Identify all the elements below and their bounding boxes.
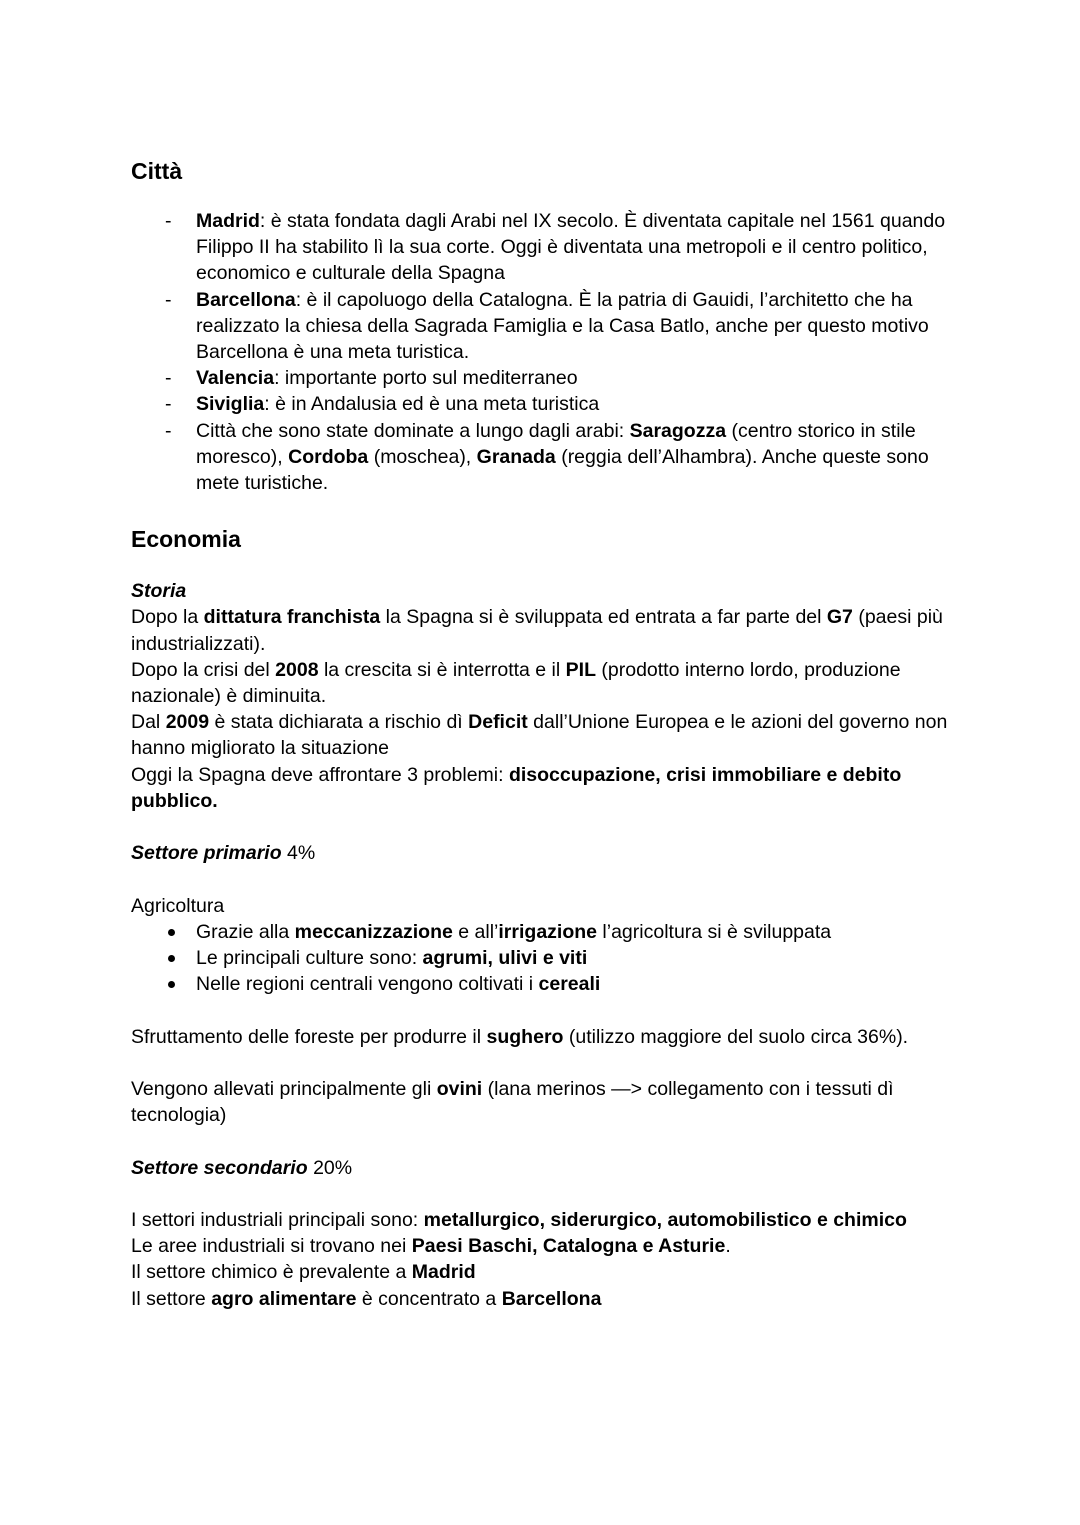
paragraph: Dopo la crisi del 2008 la crescita si è interrotta e il PIL (prodotto interno lordo, produzione nazionale) è diminuita. xyxy=(131,658,901,708)
bullet-marker xyxy=(168,929,175,936)
bold-text: sughero xyxy=(486,1025,564,1048)
bold-text: Valencia xyxy=(196,367,275,390)
bold-text: dittatura franchista xyxy=(203,606,381,629)
paragraph: Dal 2009 è stata dichiarata a rischio dì Deficit dall’Unione Europea e le azioni del governo non hanno migliorato la situazione xyxy=(131,711,948,760)
paragraph: Le aree industriali si trovano nei Paesi Baschi, Catalogna e Asturie. xyxy=(131,1235,731,1258)
paragraph: I settori industriali principali sono: metallurgico, siderurgico, automobilistico e chimico xyxy=(131,1209,907,1232)
paragraph-allevamento: Vengono allevati principalmente gli ovini (lana merinos —> collegamento con i tessuti dì tecnologia) xyxy=(131,1078,894,1127)
agricoltura-list xyxy=(131,919,951,998)
bold-text: Paesi Baschi, Catalogna e Asturie xyxy=(411,1235,726,1258)
bold-text: 2008 xyxy=(275,658,319,681)
list-item: Le principali culture sono: agrumi, ulivi e viti xyxy=(131,945,951,971)
bold-text: meccanizzazione xyxy=(294,920,453,943)
list-item: Nelle regioni centrali vengono coltivati i cereali xyxy=(131,971,951,997)
list-item: - Siviglia: è in Andalusia ed è una meta turistica xyxy=(131,391,951,417)
city-list xyxy=(131,208,951,496)
bold-text: disoccupazione, crisi immobiliare e debito pubblico. xyxy=(131,763,902,812)
paragraph: Il settore chimico è prevalente a Madrid xyxy=(131,1261,476,1284)
list-item: Grazie alla meccanizzazione e all’irrigazione l’agricoltura si è sviluppata xyxy=(131,919,951,945)
section-heading-economia: Economia xyxy=(131,526,241,553)
subheading-storia: Storia xyxy=(131,580,187,603)
paragraph-foreste: Sfruttamento delle foreste per produrre il sughero (utilizzo maggiore del suolo circa 36%). xyxy=(131,1025,909,1048)
document-page xyxy=(131,156,951,1312)
bullet-marker xyxy=(168,981,175,988)
subheading-settore-secondario xyxy=(131,1155,951,1181)
dash-marker: - xyxy=(165,419,172,442)
bold-text: cereali xyxy=(538,973,601,996)
list-item: - Barcellona: è il capoluogo della Catalogna. È la patria di Gauidi, l’architetto che ha realizzato la chiesa della Sagrada Famiglia e la Casa Batlo, anche per questo motivo Barcellona è una meta turistica. xyxy=(165,288,929,364)
bold-text: Barcellona xyxy=(196,288,296,311)
bold-text: PIL xyxy=(565,658,596,681)
dash-marker: - xyxy=(165,393,172,416)
bold-text: G7 xyxy=(826,606,853,629)
subheading-settore-primario xyxy=(131,840,951,866)
dash-marker: - xyxy=(165,288,172,311)
agricoltura-label: Agricoltura xyxy=(131,894,225,917)
bullet-marker xyxy=(168,955,175,962)
bold-text: metallurgico, siderurgico, automobilistico e chimico xyxy=(423,1209,907,1232)
list-item: - Madrid: è stata fondata dagli Arabi nel IX secolo. È diventata capitale nel 1561 quando Filippo II ha stabilito lì la sua corte. Oggi è diventata una metropoli e il centro politico, economico e culturale della Spagna xyxy=(165,210,946,285)
paragraph: Dopo la dittatura franchista la Spagna si è sviluppata ed entrata a far parte del G7 (paesi più industrializzati). xyxy=(131,606,943,655)
section-heading-citta: Città xyxy=(131,158,183,184)
list-item: - Città che sono state dominate a lungo dagli arabi: Saragozza (centro storico in stile moresco), Cordoba (moschea), Granada (reggia dell’Alhambra). Anche queste sono mete turistiche. xyxy=(165,419,929,495)
bold-text: irrigazione xyxy=(498,920,597,943)
paragraph: Oggi la Spagna deve affrontare 3 problemi: disoccupazione, crisi immobiliare e debito pubblico. xyxy=(131,763,902,812)
bold-text: Madrid xyxy=(411,1261,476,1284)
paragraph: Il settore agro alimentare è concentrato a Barcellona xyxy=(131,1287,602,1310)
settore-secondario-title: Settore secondario xyxy=(131,1156,308,1179)
bold-text: Saragozza xyxy=(629,419,727,442)
settore-secondario-value: 20% xyxy=(313,1156,353,1179)
settore-primario-title: Settore primario xyxy=(131,842,282,865)
bold-text: ovini xyxy=(436,1078,483,1101)
bold-text: Siviglia xyxy=(196,393,265,416)
list-item: - Valencia: importante porto sul mediterraneo xyxy=(131,365,951,391)
bold-text: Madrid xyxy=(196,210,260,232)
bold-text: 2009 xyxy=(165,711,210,734)
dash-marker: - xyxy=(165,367,172,390)
bold-text: Deficit xyxy=(468,711,528,734)
bold-text: Barcellona xyxy=(501,1287,602,1310)
dash-marker: - xyxy=(165,210,172,232)
bold-text: Granada xyxy=(476,445,556,468)
bold-text: Cordoba xyxy=(288,445,369,468)
bold-text: agro alimentare xyxy=(211,1287,357,1310)
bold-text: agrumi, ulivi e viti xyxy=(422,947,588,970)
settore-primario-value: 4% xyxy=(287,842,316,865)
